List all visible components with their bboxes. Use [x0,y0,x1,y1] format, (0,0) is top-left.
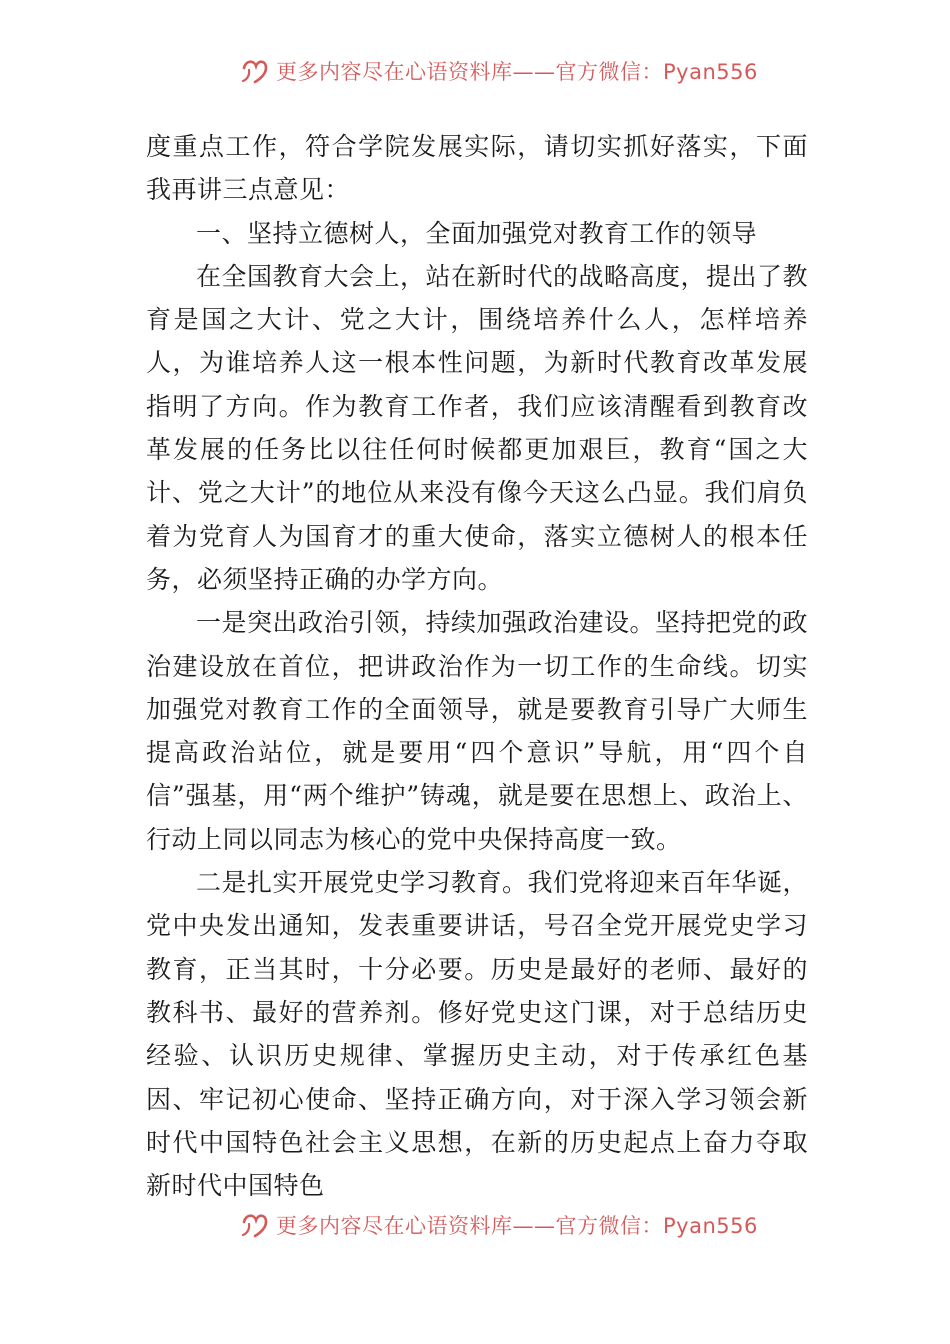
brand-logo-icon [240,1210,270,1240]
document-body [146,125,808,1207]
section-heading: 一、坚持立德树人，全面加强党对教育工作的领导 [196,218,758,248]
footer-watermark [0,1208,950,1248]
paragraph-3: 在全国教育大会上，站在新时代的战略高度，提出了教育是国之大计、党之大计，围绕培养什么人，怎样培养人，为谁培养人这一根本性问题，为新时代教育改革发展指明了方向。作为教育工作者，我们应该清醒看到教育改革发展的任务比以往任何时候都更加艰巨，教育“国之大计、党之大计”的地位从来没有像今天这么凸显。我们肩负着为党育人为国育才的重大使命，落实立德树人的根本任务，必须坚持正确的办学方向。 [146,261,809,594]
paragraph-5: 二是扎实开展党史学习教育。我们党将迎来百年华诞，党中央发出通知，发表重要讲话，号召全党开展党史学习教育，正当其时，十分必要。历史是最好的老师、最好的教科书、最好的营养剂。修好党史这门课，对于总结历史经验、认识历史规律、掌握历史主动，对于传承红色基因、牢记初心使命、坚持正确方向，对于深入学习领会新时代中国特色社会主义思想，在新的历史起点上奋力夺取新时代中国特色 [146,868,809,1201]
watermark-text: 更多内容尽在心语资料库——官方微信：Pyan556 [276,1214,758,1238]
paragraph-1: 度重点工作，符合学院发展实际，请切实抓好落实，下面我再讲三点意见： [146,132,808,205]
brand-logo-icon [240,56,270,86]
watermark-text: 更多内容尽在心语资料库——官方微信：Pyan556 [276,60,758,84]
paragraph-4: 一是突出政治引领，持续加强政治建设。坚持把党的政治建设放在首位，把讲政治作为一切工作的生命线。切实加强党对教育工作的全面领导，就是要教育引导广大师生提高政治站位，就是要用“四个意识”导航，用“四个自信”强基，用“两个维护”铸魂，就是要在思想上、政治上、行动上同以同志为核心的党中央保持高度一致。 [146,608,809,854]
header-watermark [0,54,950,94]
